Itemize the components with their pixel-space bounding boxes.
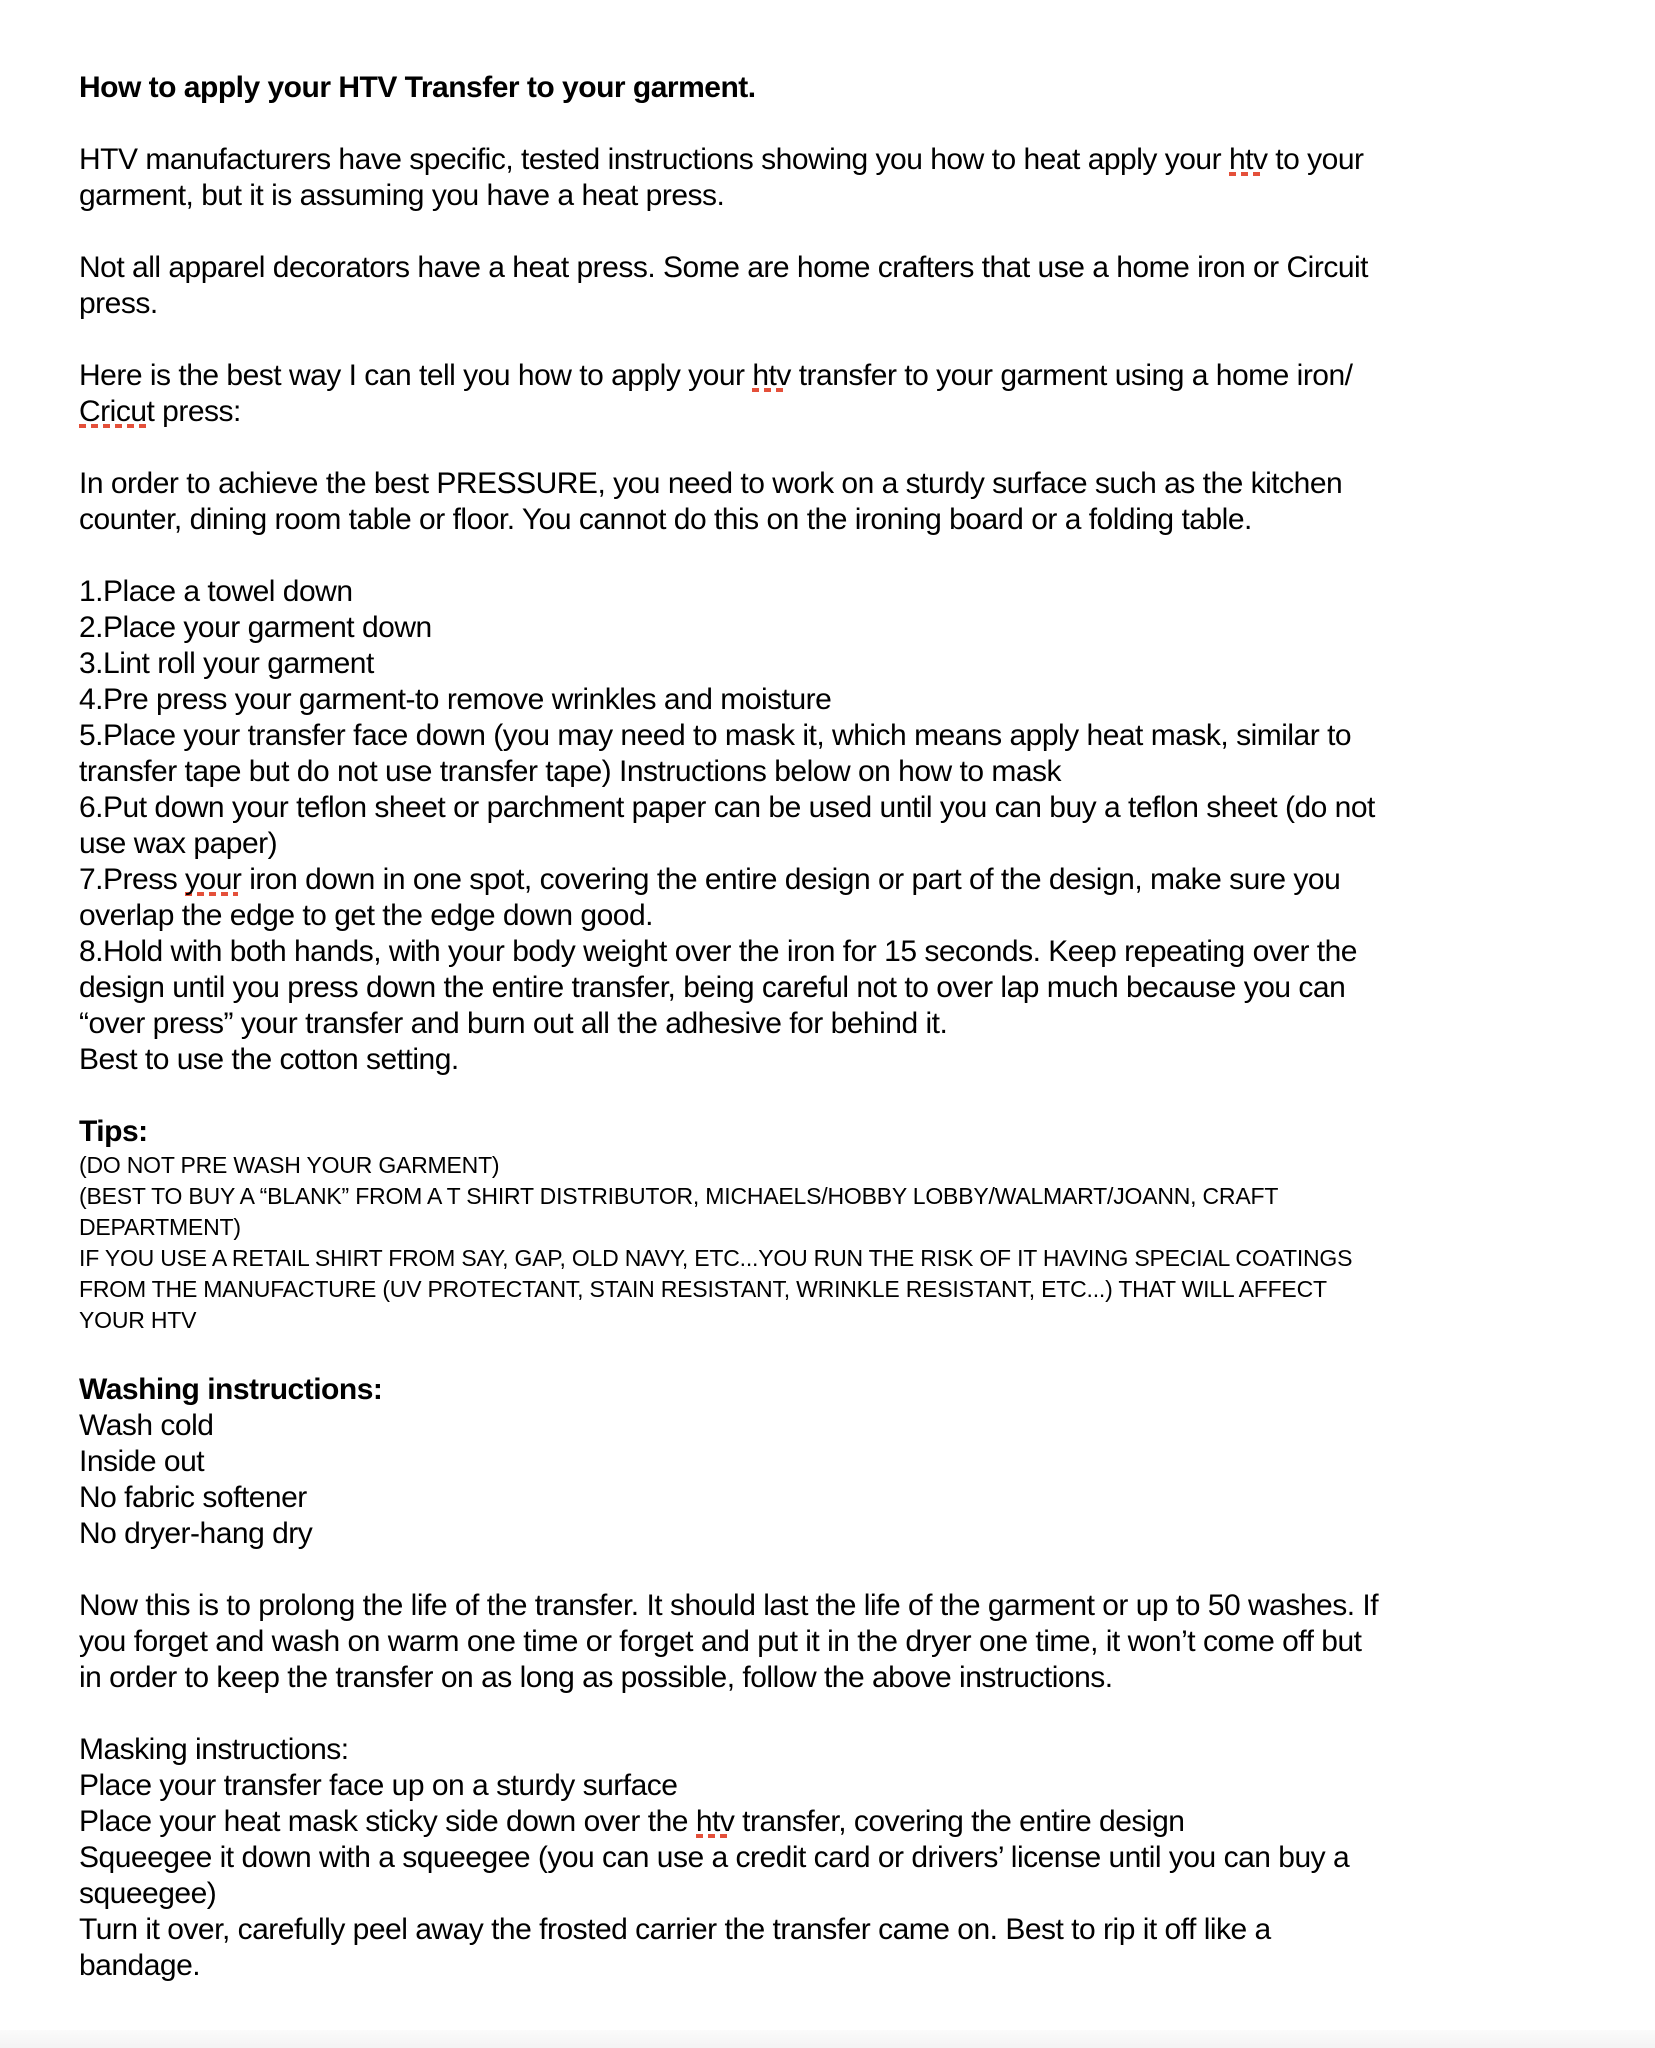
tips-line: YOUR HTV — [79, 1307, 197, 1333]
tips-heading — [79, 1114, 1624, 1150]
text-line — [79, 1804, 1624, 1840]
paragraph-prolong — [79, 1588, 1624, 1696]
list-line: 1.Place a towel down — [79, 575, 353, 608]
list-line: 3.Lint roll your garment — [79, 647, 374, 680]
text-line — [79, 142, 1624, 178]
steps-list — [79, 574, 1624, 1078]
misspelled-word: htv — [752, 359, 791, 392]
text-line: bandage. — [79, 1949, 201, 1982]
tips-line: (BEST TO BUY A “BLANK” FROM A T SHIRT DISTRIBUTOR, MICHAELS/HOBBY LOBBY/WALMART/JOANN, CRAFT — [79, 1183, 1279, 1209]
tips-line: (DO NOT PRE WASH YOUR GARMENT) — [79, 1152, 500, 1178]
doc-title — [79, 70, 1624, 106]
tips-line: IF YOU USE A RETAIL SHIRT FROM SAY, GAP, OLD NAVY, ETC...YOU RUN THE RISK OF IT HAVING SPECIAL COATINGS — [79, 1245, 1353, 1271]
misspelled-word: your — [185, 863, 242, 896]
text-line — [79, 394, 1624, 430]
text-line: Masking instructions: — [79, 1733, 349, 1766]
text-segment: press: — [154, 395, 241, 428]
text-line: Place your transfer face up on a sturdy surface — [79, 1769, 678, 1802]
document-body — [79, 70, 1624, 1984]
text-line: counter, dining room table or floor. You cannot do this on the ironing board or a folding table. — [79, 503, 1252, 536]
list-line: No fabric softener — [79, 1481, 307, 1514]
list-line: 8.Hold with both hands, with your body weight over the iron for 15 seconds. Keep repeating over the — [79, 935, 1357, 968]
text-segment: transfer, covering the entire design — [734, 1805, 1185, 1838]
paragraph-best-way — [79, 358, 1624, 430]
text-line: Now this is to prolong the life of the transfer. It should last the life of the garment or up to 50 washes. If — [79, 1589, 1379, 1622]
list-line: use wax paper) — [79, 827, 278, 860]
list-line: “over press” your transfer and burn out all the adhesive for behind it. — [79, 1007, 948, 1040]
title-line: How to apply your HTV Transfer to your garment. — [79, 71, 756, 104]
text-segment: HTV manufacturers have specific, tested instructions showing you how to heat apply your — [79, 143, 1229, 176]
masking-section — [79, 1732, 1624, 1984]
tips-line: FROM THE MANUFACTURE (UV PROTECTANT, STAIN RESISTANT, WRINKLE RESISTANT, ETC...) THAT WILL AFFECT — [79, 1276, 1327, 1302]
text-line: squeegee) — [79, 1877, 217, 1910]
list-line: 6.Put down your teflon sheet or parchment paper can be used until you can buy a teflon sheet (do not — [79, 791, 1375, 824]
text-line: you forget and wash on warm one time or forget and put it in the dryer one time, it won’t come off but — [79, 1625, 1362, 1658]
tips-line: DEPARTMENT) — [79, 1214, 241, 1240]
text-line: press. — [79, 287, 158, 320]
text-segment: Here is the best way I can tell you how to apply your — [79, 359, 753, 392]
list-line: overlap the edge to get the edge down good. — [79, 899, 653, 932]
misspelled-word: htv — [695, 1805, 735, 1838]
misspelled-word: htv — [1228, 143, 1268, 176]
list-line: design until you press down the entire transfer, being careful not to over lap much because you can — [79, 971, 1346, 1004]
list-line: 4.Pre press your garment-to remove wrinkles and moisture — [79, 683, 832, 716]
list-line: No dryer-hang dry — [79, 1517, 313, 1550]
text-line — [79, 358, 1624, 394]
misspelled-word: Cricut — [79, 395, 155, 428]
text-segment: 7.Press — [79, 863, 186, 896]
list-line: 2.Place your garment down — [79, 611, 432, 644]
text-segment: Place your heat mask sticky side down over the — [79, 1805, 696, 1838]
heading-line: Tips: — [79, 1115, 148, 1148]
text-segment: iron down in one spot, covering the entire design or part of the design, make sure you — [241, 863, 1341, 896]
paragraph-intro — [79, 142, 1624, 214]
text-line: garment, but it is assuming you have a heat press. — [79, 179, 725, 212]
tips-content — [79, 1150, 1624, 1336]
list-line: transfer tape but do not use transfer tape) Instructions below on how to mask — [79, 755, 1062, 788]
list-line: Wash cold — [79, 1409, 214, 1442]
text-line: In order to achieve the best PRESSURE, you need to work on a sturdy surface such as the kitchen — [79, 467, 1343, 500]
heading-line: Washing instructions: — [79, 1373, 383, 1406]
text-line: in order to keep the transfer on as long as possible, follow the above instructions. — [79, 1661, 1113, 1694]
paragraph-decorators — [79, 250, 1624, 322]
paragraph-pressure — [79, 466, 1624, 538]
list-line: Inside out — [79, 1445, 205, 1478]
text-segment: to your — [1267, 143, 1364, 176]
text-line: Squeegee it down with a squeegee (you can use a credit card or drivers’ license until you can buy a — [79, 1841, 1350, 1874]
text-line: Turn it over, carefully peel away the frosted carrier the transfer came on. Best to rip it off like a — [79, 1913, 1271, 1946]
list-line: Best to use the cotton setting. — [79, 1043, 459, 1076]
washing-heading — [79, 1372, 1624, 1408]
window-bottom-bar — [0, 2030, 1655, 2048]
text-segment: transfer to your garment using a home iron/ — [790, 359, 1353, 392]
text-line: Not all apparel decorators have a heat press. Some are home crafters that use a home iron or Circuit — [79, 251, 1368, 284]
list-line — [79, 862, 1624, 898]
list-line: 5.Place your transfer face down (you may need to mask it, which means apply heat mask, similar to — [79, 719, 1352, 752]
washing-list — [79, 1408, 1624, 1552]
